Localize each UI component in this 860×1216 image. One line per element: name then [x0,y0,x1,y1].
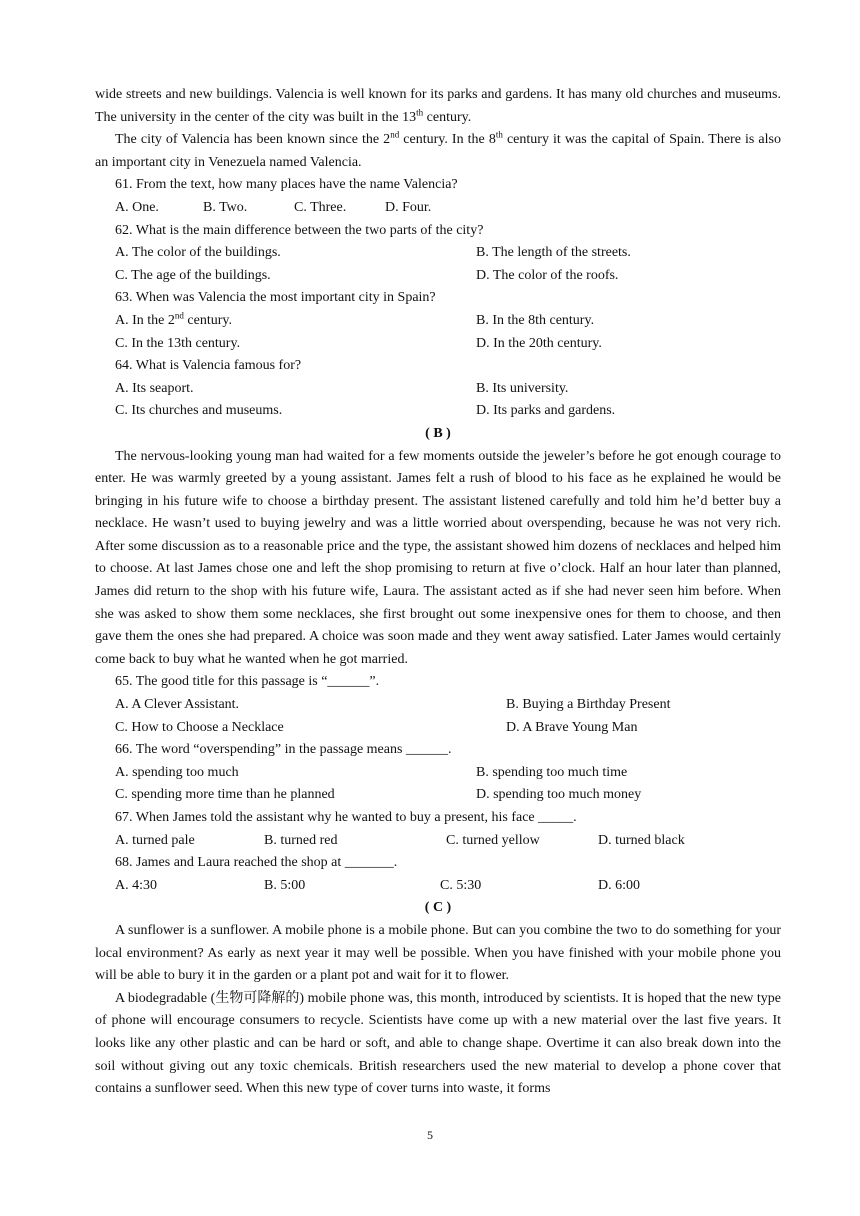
option-a: A. The color of the buildings. [115,245,281,261]
option-d: D. spending too much money [476,787,642,803]
valencia-paragraph-1: wide streets and new buildings. Valencia is well known for its parks and gardens. It has many old churches and museums. The university in the center of the city was built in the 13th century. [95,87,781,125]
question-65: 65. The good title for this passage is “______”. [115,674,380,690]
option-a: A. 4:30 [115,877,157,893]
option-b: B. Buying a Birthday Present [506,697,671,713]
passage-c-paragraph-1: A sunflower is a sunflower. A mobile phone is a mobile phone. But can you combine the two to do something for your local environment? As early as next year it may well be possible. When you have finished with your mobile phone you will be able to bury it in the garden or a plant pot and wait for it to flower. [95,922,781,984]
option-a: A. turned pale [115,832,195,848]
option-c: C. Its churches and museums. [115,403,283,419]
question-64-options-cd [95,400,781,423]
section-heading-c: ( C ) [424,900,452,916]
option-d: D. In the 20th century. [476,335,602,351]
option-a: A. In the 2nd century. [115,310,232,328]
question-65-options-ab [95,694,781,717]
valencia-paragraph-2: The city of Valencia has been known since the 2nd century. In the 8th century it was the capital of Spain. There is also an important city in Venezuela named Valencia. [95,129,781,170]
question-66-options-cd [95,784,781,807]
page-number: 5 [427,1128,433,1142]
question-63-options-cd [95,333,781,356]
option-d: D. turned black [598,832,685,848]
section-heading-b: ( B ) [425,425,451,441]
question-66: 66. The word “overspending” in the passage means ______. [115,742,452,758]
question-67: 67. When James told the assistant why he wanted to buy a present, his face _____. [115,810,577,825]
option-c: C. The age of the buildings. [115,267,271,283]
exam-page [95,84,781,1101]
option-c: C. turned yellow [446,832,540,848]
option-b: B. turned red [264,832,338,848]
passage-b: The nervous-looking young man had waited for a few moments outside the jeweler’s before he got enough courage to enter. He was warmly greeted by a young assistant. James felt a rush of blood to his face as he explained he would be bringing in his future wife to choose a birthday present. The assistant listened carefully and told him he’d better buy a necklace. He wasn’t used to buying jewelry and was a little worried about overspending, because he was not very rich. After some discussion as to a reasonable price and the type, the assistant showed him dozens of necklaces and helped him to choose. At last James chose one and left the shop promising to return at five o’clock. Half an hour later than planned, James did return to the shop with his future wife, Laura. The assistant acted as if she had never seen him before. When she was asked to show them some necklaces, she first brought out some inexpensive ones for them to choose, and then gave them the ones she had prepared. A choice was soon made and they went away satisfied. Later James would certainly come back to buy what he wanted when he got married. [95,448,781,667]
option-c: C. How to Choose a Necklace [115,719,284,735]
option-d: D. Four. [385,199,432,215]
option-b: B. In the 8th century. [476,312,595,328]
option-c: C. In the 13th century. [115,335,241,351]
passage-c-paragraph-2: A biodegradable (生物可降解的) mobile phone was, this month, introduced by scientists. It is hoped that the new type of phone will encourage consumers to recycle. Scientists have come up with a new material over the last five years. It looks like any other plastic and can be hard or soft, and able to change shape. Overtime it can also break down into the soil without giving out any toxic chemicals. British researchers used the new material to develop a phone cover that contains a sunflower seed. When this new type of cover turns into waste, it forms [95,990,781,1097]
option-c: C. spending more time than he planned [115,787,335,803]
option-a: A. Its seaport. [115,380,194,396]
question-61-options [95,197,781,220]
option-d: D. 6:00 [598,877,640,893]
question-62: 62. What is the main difference between the two parts of the city? [115,222,484,238]
question-68-options [95,875,781,898]
question-62-options-ab [95,242,781,265]
option-b: B. The length of the streets. [476,245,631,261]
question-65-options-cd [95,717,781,740]
option-b: B. 5:00 [264,877,306,893]
option-a: A. One. [115,199,159,215]
option-b: B. Its university. [476,380,569,396]
option-a: A. A Clever Assistant. [115,697,240,713]
option-b: B. spending too much time [476,764,628,780]
option-b: B. Two. [203,199,248,215]
question-61: 61. From the text, how many places have the name Valencia? [115,177,458,193]
question-66-options-ab [95,762,781,785]
question-64: 64. What is Valencia famous for? [115,358,302,374]
question-63: 63. When was Valencia the most important city in Spain? [115,290,436,306]
question-62-options-cd [95,265,781,288]
option-d: D. Its parks and gardens. [476,403,616,419]
option-c: C. 5:30 [440,877,482,893]
option-d: D. The color of the roofs. [476,267,619,283]
question-68: 68. James and Laura reached the shop at _______. [115,855,398,871]
question-63-options-ab [95,310,781,333]
question-64-options-ab [95,378,781,401]
option-d: D. A Brave Young Man [506,719,638,735]
question-67-options [95,830,781,853]
option-a: A. spending too much [115,764,239,780]
option-c: C. Three. [294,199,347,215]
